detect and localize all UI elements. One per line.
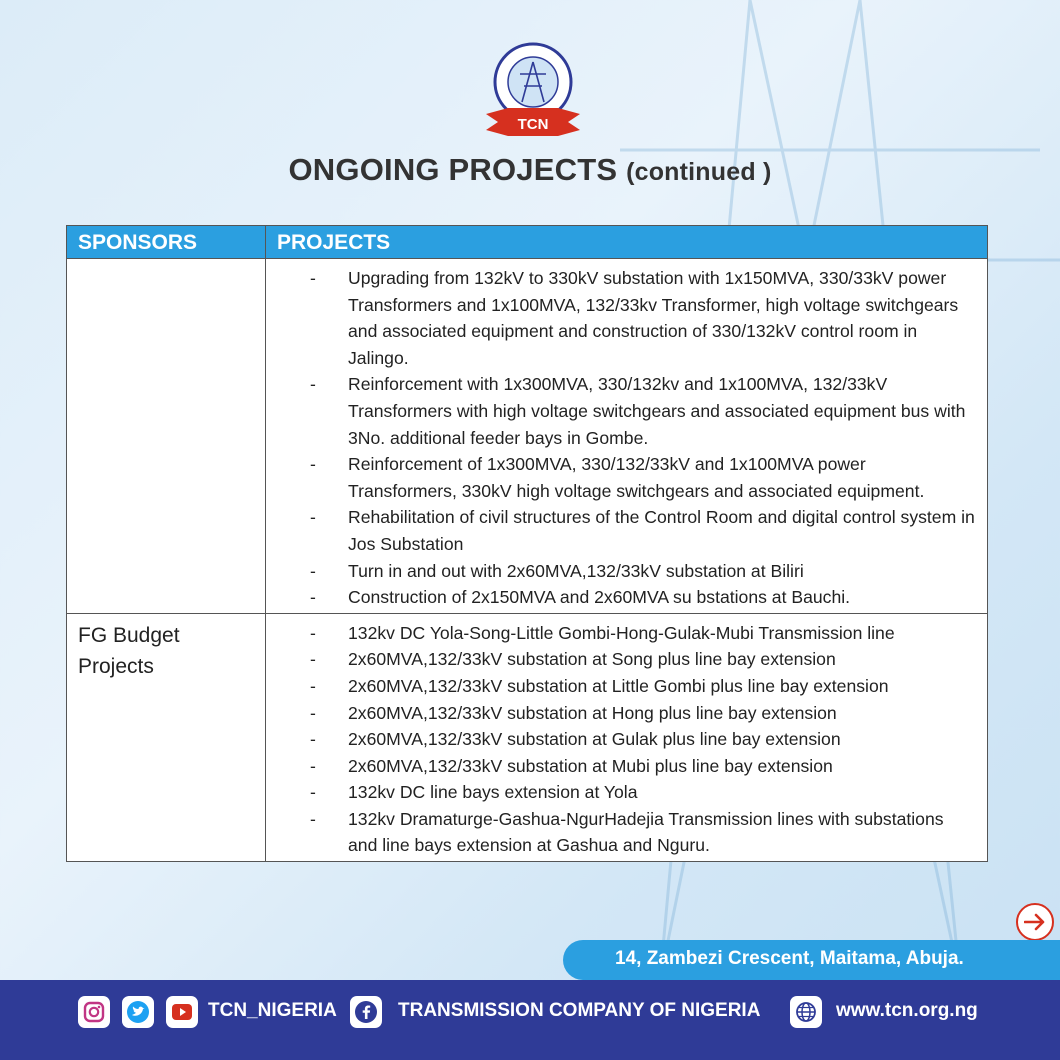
projects-cell <box>266 613 988 861</box>
list-item: - 132kv DC line bays extension at Yola <box>306 779 977 806</box>
list-item: - Reinforcement with 1x300MVA, 330/132kv and 1x100MVA, 132/33kV Transformers with high voltage switchgears and associated equipment bus with 3No. additional feeder bays in Gombe. <box>306 371 977 451</box>
company-name: TRANSMISSION COMPANY OF NIGERIA <box>398 1000 761 1021</box>
table-row <box>67 259 988 614</box>
facebook-icon[interactable] <box>350 996 382 1028</box>
list-item: - Reinforcement of 1x300MVA, 330/132/33kV and 1x100MVA power Transformers, 330kV high voltage switchgears and associated equipment. <box>306 451 977 504</box>
globe-icon[interactable] <box>790 996 822 1028</box>
twitter-icon[interactable] <box>122 996 154 1028</box>
footer-bar <box>0 980 1060 1060</box>
social-handle[interactable]: TCN_NIGERIA <box>208 1000 337 1021</box>
header-sponsors: SPONSORS <box>67 226 266 259</box>
tcn-logo <box>478 42 588 142</box>
instagram-icon[interactable] <box>78 996 110 1028</box>
project-list <box>306 265 977 611</box>
title-subtitle: (continued ) <box>626 158 772 186</box>
youtube-icon[interactable] <box>166 996 198 1028</box>
website-link[interactable]: www.tcn.org.ng <box>836 1000 978 1021</box>
table-row <box>67 613 988 861</box>
list-item: - 2x60MVA,132/33kV substation at Hong plus line bay extension <box>306 700 977 727</box>
list-item: - 132kv DC Yola-Song-Little Gombi-Hong-Gulak-Mubi Transmission line <box>306 620 977 647</box>
list-item: - Construction of 2x150MVA and 2x60MVA su bstations at Bauchi. <box>306 584 977 611</box>
title-main: ONGOING PROJECTS <box>288 152 618 187</box>
list-item: - Rehabilitation of civil structures of the Control Room and digital control system in Jos Substation <box>306 504 977 557</box>
projects-table <box>66 225 988 862</box>
header-projects: PROJECTS <box>266 226 988 259</box>
address-text: 14, Zambezi Crescent, Maitama, Abuja. <box>615 948 964 969</box>
sponsor-cell: FG Budget Projects <box>67 613 266 861</box>
list-item: - 132kv Dramaturge-Gashua-NgurHadejia Transmission lines with substations and line bays extension at Gashua and Nguru. <box>306 806 977 859</box>
list-item: - 2x60MVA,132/33kV substation at Gulak plus line bay extension <box>306 726 977 753</box>
list-item: - 2x60MVA,132/33kV substation at Mubi plus line bay extension <box>306 753 977 780</box>
logo-ribbon-text: TCN <box>517 116 549 133</box>
list-item: - Upgrading from 132kV to 330kV substation with 1x150MVA, 330/33kV power Transformers and 1x100MVA, 132/33kv Transformer, high voltage switchgears and associated equipment and construction of 330/132kV control room in Jalingo. <box>306 265 977 371</box>
sponsor-cell <box>67 259 266 614</box>
arrow-right-icon <box>1024 913 1046 931</box>
list-item: - 2x60MVA,132/33kV substation at Little Gombi plus line bay extension <box>306 673 977 700</box>
list-item: - 2x60MVA,132/33kV substation at Song plus line bay extension <box>306 646 977 673</box>
list-item: - Turn in and out with 2x60MVA,132/33kV substation at Biliri <box>306 558 977 585</box>
table-header-row <box>67 226 988 259</box>
next-arrow-button[interactable] <box>1016 903 1054 941</box>
project-list <box>306 620 977 859</box>
projects-cell <box>266 259 988 614</box>
page-title <box>0 152 1060 188</box>
